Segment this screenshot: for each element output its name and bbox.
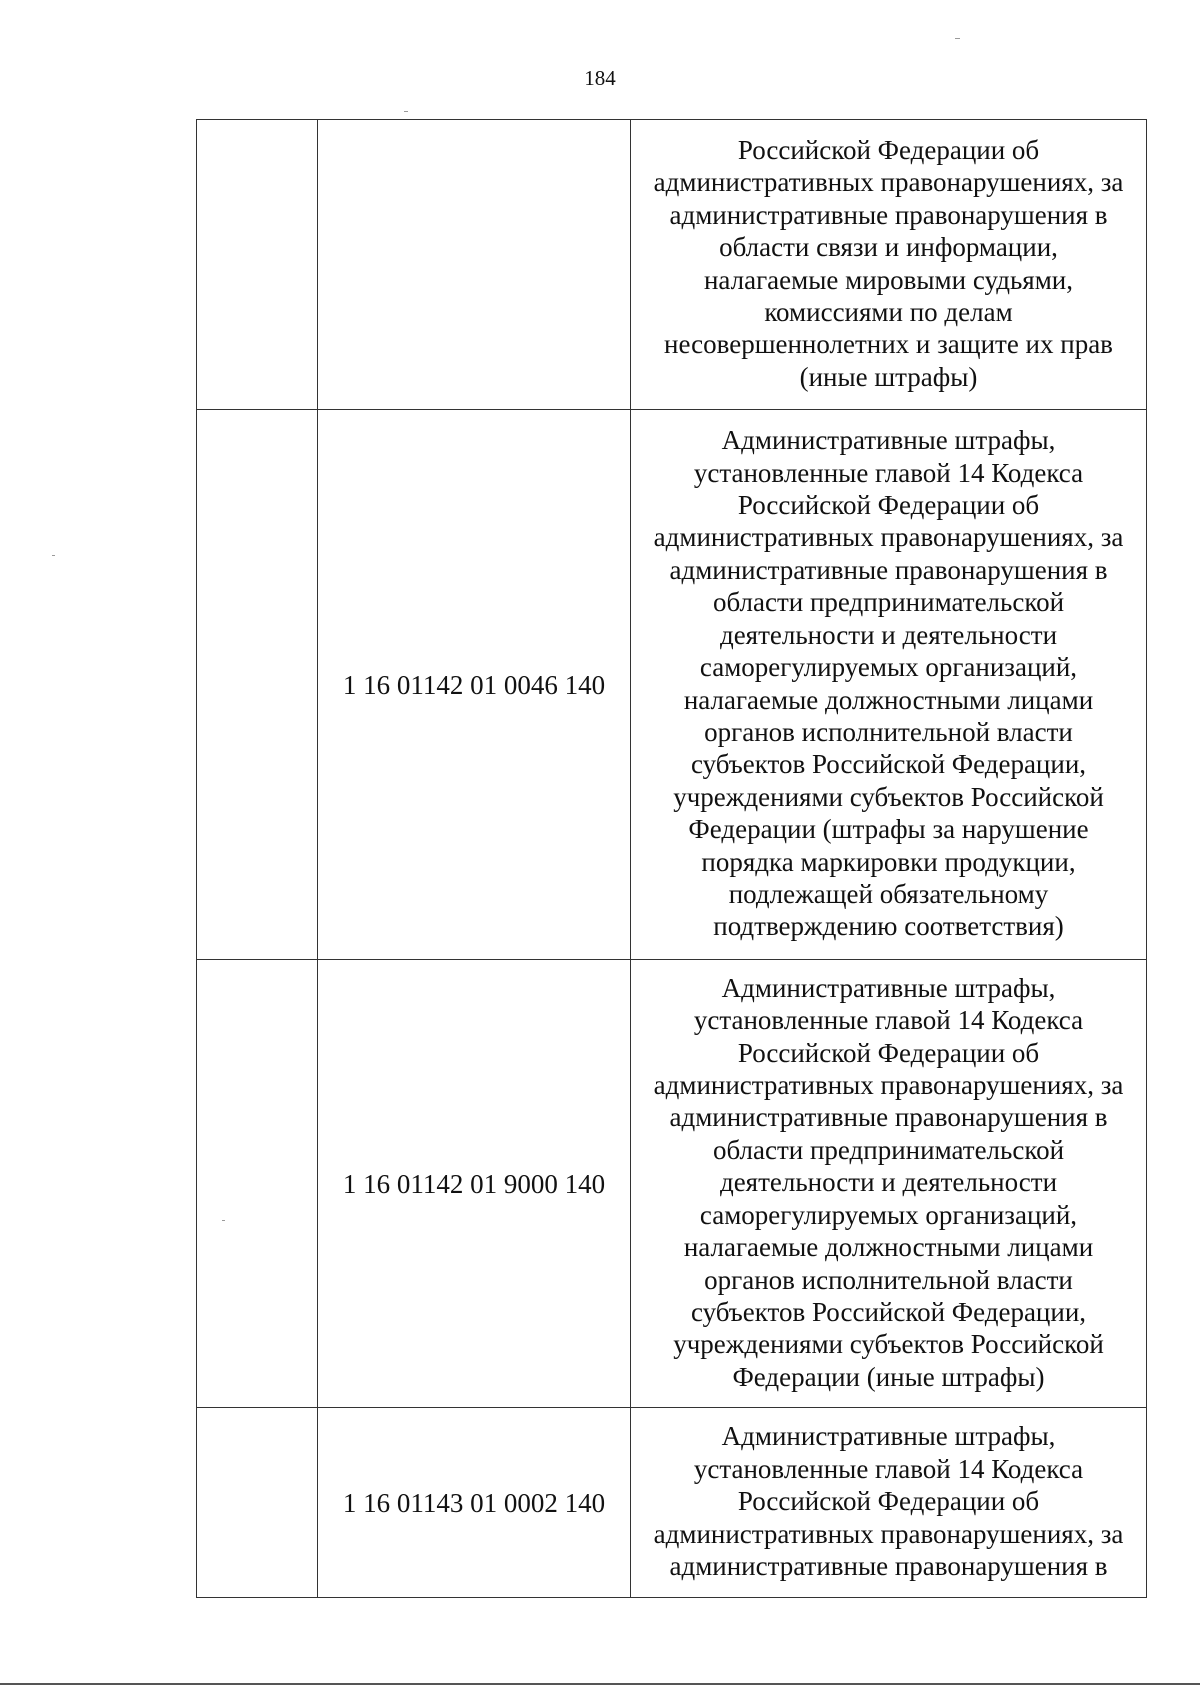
scan-artifact (52, 555, 55, 556)
description-cell: Административные штрафы, установленные главой 14 Кодекса Российской Федерации об административных правонарушениях, за административные правонарушения в (631, 1408, 1147, 1598)
empty-cell (197, 120, 318, 410)
table-row (197, 410, 1147, 960)
scan-artifact (222, 1220, 225, 1221)
budget-codes-table (196, 119, 1147, 1598)
scan-artifact (404, 111, 408, 112)
description-cell: Административные штрафы, установленные главой 14 Кодекса Российской Федерации об административных правонарушениях, за административные правонарушения в области предпринимательской деятельности и деятельности саморегулируемых организаций, налагаемые должностными лицами органов исполнительной власти субъектов Российской Федерации, учреждениями субъектов Российской Федерации (штрафы за нарушение порядка маркировки продукции, подлежащей обязательному подтверждению соответствия) (631, 410, 1147, 960)
budget-code-cell: 1 16 01142 01 0046 140 (318, 410, 631, 960)
scan-artifact (955, 38, 960, 39)
description-cell: Российской Федерации об административных правонарушениях, за административные правонарушения в области связи и информации, налагаемые мировыми судьями, комиссиями по делам несовершеннолетних и защите их прав (иные штрафы) (631, 120, 1147, 410)
budget-code-cell: 1 16 01142 01 9000 140 (318, 960, 631, 1408)
empty-cell (197, 410, 318, 960)
page-bottom-rule (0, 1683, 1200, 1685)
page-number: 184 (584, 66, 616, 90)
empty-cell (197, 1408, 318, 1598)
description-cell: Административные штрафы, установленные главой 14 Кодекса Российской Федерации об административных правонарушениях, за административные правонарушения в области предпринимательской деятельности и деятельности саморегулируемых организаций, налагаемые должностными лицами органов исполнительной власти субъектов Российской Федерации, учреждениями субъектов Российской Федерации (иные штрафы) (631, 960, 1147, 1408)
budget-code-cell: 1 16 01143 01 0002 140 (318, 1408, 631, 1598)
table-row (197, 1408, 1147, 1598)
table-row (197, 120, 1147, 410)
budget-code-cell (318, 120, 631, 410)
table-row (197, 960, 1147, 1408)
empty-cell (197, 960, 318, 1408)
